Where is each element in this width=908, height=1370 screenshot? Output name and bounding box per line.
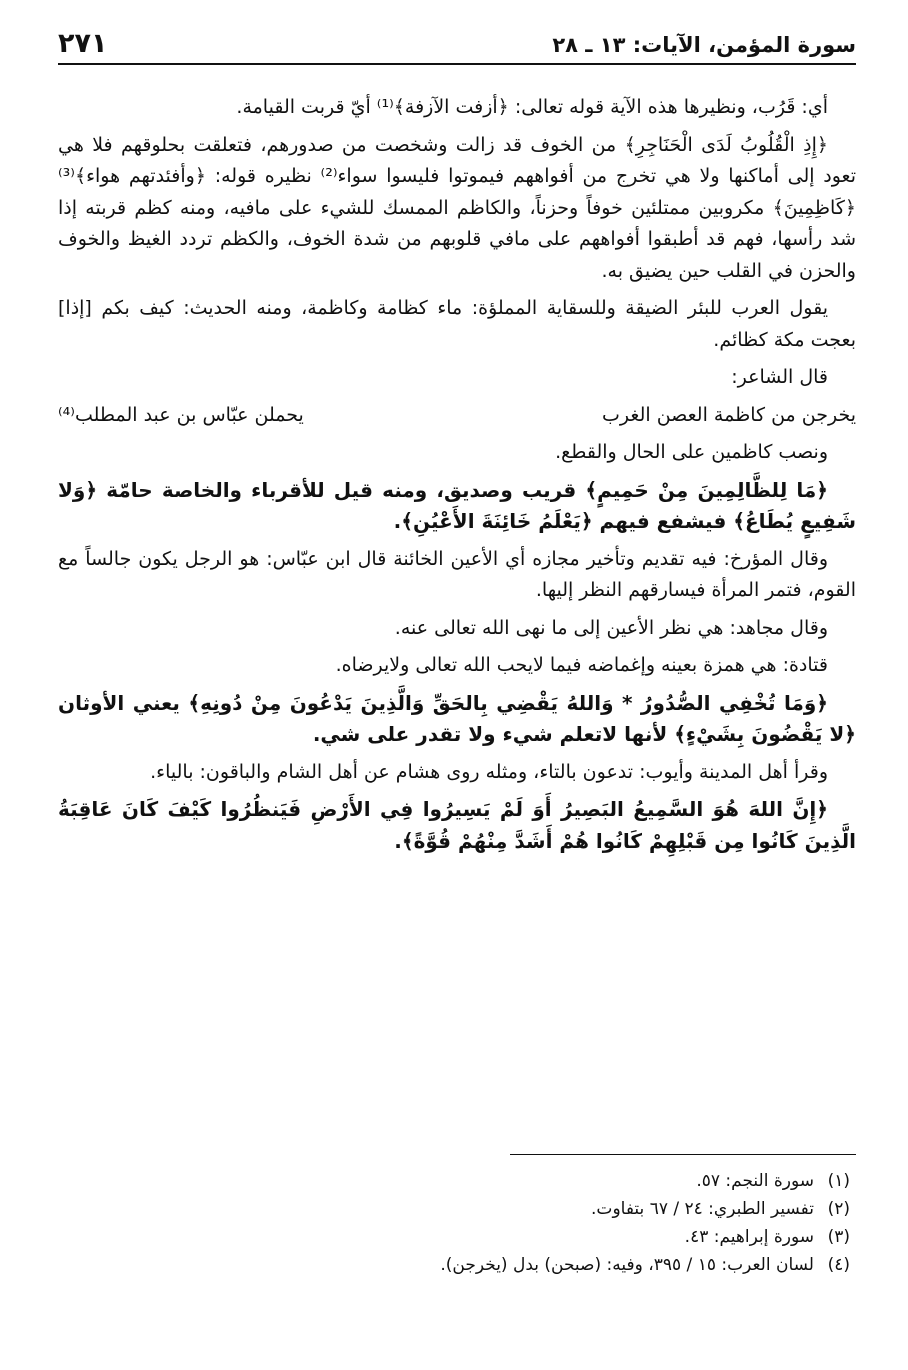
footnote-number: (٢) bbox=[827, 1199, 850, 1219]
footnote bbox=[58, 1224, 850, 1250]
footnote-text: تفسير الطبري: ٢٤ / ٦٧ بتفاوت. bbox=[591, 1199, 814, 1219]
poetry-verse bbox=[58, 400, 856, 432]
verse-second-hemistich: يحملن عبّاس بن عبد المطلب⁽⁴⁾ bbox=[58, 403, 304, 426]
footnote-text: سورة إبراهيم: ٤٣. bbox=[684, 1227, 814, 1247]
paragraph: وقرأ أهل المدينة وأيوب: تدعون بالتاء، ومثله روى هشام عن أهل الشام والباقون: بالياء. bbox=[150, 760, 828, 783]
paragraph: قال الشاعر: bbox=[731, 366, 828, 388]
paragraph: ﴿إِذِ الْقُلُوبُ لَدَى الْحَنَاجِرِ﴾ من الخوف قد زالت وشخصت من صدورهم، فتعلقت بحلوقهم فلا هي تعود إلى أماكنها ولا هي تخرج من أفواههم فيموتوا فليسوا سواء⁽²⁾ نظيره قوله: ﴿وأفئدتهم هواء﴾⁽³⁾ ﴿كَاظِمِينَ﴾ مكروبين ممتلئين خوفاً وحزناً، والكاظم الممسك للشيء على مافيه، ومنه كظم قربته إذا شد رأسها، فهم قد أطبقوا أفواههم على مافي قلوبهم من شدة الخوف، والكظم تردد الغيظ والخوف والحزن في القلب حين يضيق به. bbox=[58, 133, 856, 282]
footnote bbox=[58, 1168, 850, 1194]
paragraph: وقال مجاهد: هي نظر الأعين إلى ما نهى الله تعالى عنه. bbox=[394, 616, 828, 639]
footnote bbox=[58, 1252, 850, 1278]
footnote-number: (١) bbox=[827, 1171, 850, 1191]
paragraph: قتادة: هي همزة بعينه وإغماضه فيما لايحب الله تعالى ولايرضاه. bbox=[335, 654, 828, 676]
footnote bbox=[58, 1196, 850, 1222]
footnotes bbox=[58, 1168, 850, 1280]
paragraph: أي: قَرُب، ونظيرها هذه الآية قوله تعالى: ﴿أزفت الآزفة﴾⁽¹⁾ أيّ قربت القيامة. bbox=[236, 96, 828, 118]
main-text bbox=[58, 92, 856, 863]
paragraph: وقال المؤرخ: فيه تقديم وتأخير مجازه أي الأعين الخائنة قال ابن عبّاس: هو الرجل يكون جالساً مع القوم، فتمر المرأة فيسارقهم النظر إليها. bbox=[58, 547, 856, 601]
paragraph: ﴿وَمَا تُخْفِي الصُّدُورُ * وَاللهُ يَقْضِي بِالحَقِّ وَالَّذِينَ يَدْعُونَ مِنْ دُونِهِ﴾ يعني الأوثان ﴿لا يَقْضُونَ بِشَيْءٍ﴾ لأنها لاتعلم شيء ولا تقدر على شي. bbox=[58, 690, 856, 746]
footnote-number: (٤) bbox=[827, 1255, 850, 1275]
surah-title: سورة المؤمن، الآيات: ١٣ ـ ٢٨ bbox=[552, 33, 856, 57]
paragraph: ونصب كاظمين على الحال والقطع. bbox=[555, 441, 828, 463]
footnote-text: لسان العرب: ١٥ / ٣٩٥، وفيه: (صبحن) بدل (يخرجن). bbox=[440, 1255, 814, 1275]
running-header bbox=[58, 28, 856, 65]
paragraph: يقول العرب للبئر الضيقة وللسقاية المملؤة: ماء كظامة وكاظمة، ومنه الحديث: كيف بكم [إذا] بعجت مكة كظائم. bbox=[58, 297, 856, 351]
footnote-number: (٣) bbox=[827, 1227, 850, 1247]
paragraph: ﴿مَا لِلظَّالِمِينَ مِنْ حَمِيمٍ﴾ قريب وصديق، ومنه قيل للأقرباء والخاصة حامّة ﴿وَلا شَفِيعٍ يُطَاعُ﴾ فيشفع فيهم ﴿يَعْلَمُ خَائِنَةَ الأَعْيُنِ﴾. bbox=[58, 477, 856, 533]
verse-first-hemistich: يخرجن من كاظمة العصن الغرب bbox=[602, 403, 856, 426]
footnote-text: سورة النجم: ٥٧. bbox=[696, 1171, 814, 1191]
paragraph: ﴿إِنَّ اللهَ هُوَ السَّمِيعُ البَصِيرُ أَوَ لَمْ يَسِيرُوا فِي الأَرْضِ فَيَنظُرُوا كَيْفَ كَانَ عَاقِبَةُ الَّذِينَ كَانُوا مِن قَبْلِهِمْ كَانُوا هُمْ أَشَدَّ مِنْهُمْ قُوَّةً﴾. bbox=[58, 797, 856, 853]
footnote-separator bbox=[510, 1154, 856, 1155]
page-number: ٢٧١ bbox=[58, 28, 108, 59]
